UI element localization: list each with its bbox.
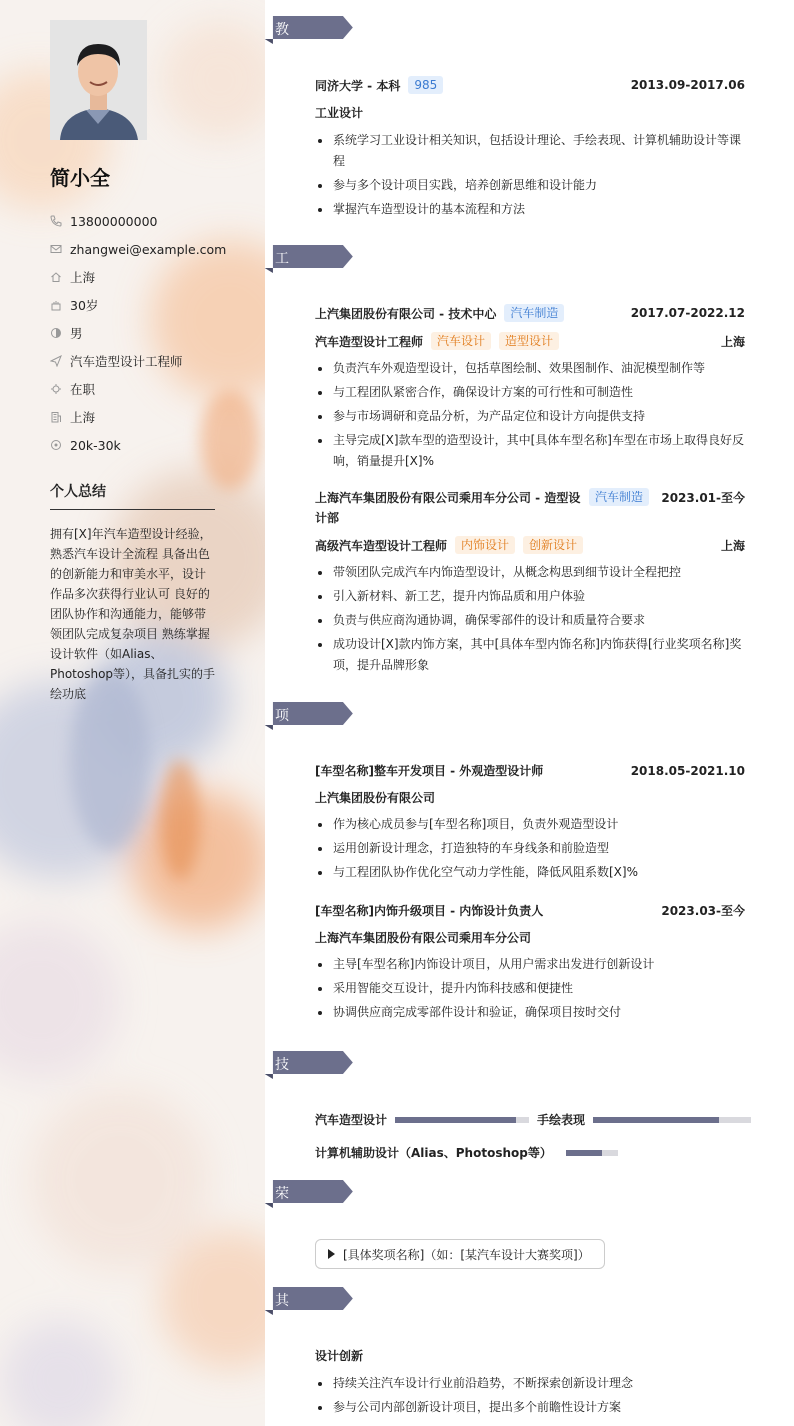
list-item: 参与市场调研和竞品分析，为产品定位和设计方向提供支持 (315, 406, 745, 427)
role-tag: 造型设计 (499, 332, 559, 350)
salary-text: 20k-30k (70, 437, 121, 453)
role-tag: 内饰设计 (455, 536, 515, 554)
list-item: 运用创新设计理念，打造独特的车身线条和前脸造型 (315, 838, 745, 859)
school-tag: 985 (408, 76, 443, 94)
list-item: 采用智能交互设计，提升内饰科技感和便捷性 (315, 978, 745, 999)
info-position (50, 347, 218, 375)
info-city (50, 263, 218, 291)
section-title-education: 教育经历 (275, 22, 290, 122)
skill-item (537, 1111, 751, 1128)
awards-list (315, 1239, 745, 1269)
info-salary (50, 431, 218, 459)
project-org: 上汽集团股份有限公司 (315, 791, 436, 805)
list-item: 作为核心成员参与[车型名称]项目，负责外观造型设计 (315, 814, 745, 835)
avatar (50, 20, 147, 140)
project-name: [车型名称]内饰升级项目 - 内饰设计负责人 (315, 904, 544, 918)
skill-item (315, 1144, 755, 1161)
section-title-other: 其他信息 (275, 1293, 290, 1393)
list-item: 系统学习工业设计相关知识，包括设计理论、手绘表现、计算机辅助设计等课程 (315, 130, 745, 172)
list-item: 掌握汽车造型设计的基本流程和方法 (315, 199, 745, 220)
summary-title: 个人总结 (50, 481, 215, 510)
work-city-text: 上海 (70, 410, 96, 425)
section-title-work: 工作经历 (275, 251, 290, 351)
main-content (265, 0, 794, 1426)
skill-name: 计算机辅助设计（Alias、Photoshop等） (315, 1146, 552, 1160)
role-tag: 汽车设计 (431, 332, 491, 350)
industry-tag: 汽车制造 (504, 304, 564, 322)
skill-bar-fill (566, 1150, 602, 1156)
list-item: 参与公司内部创新设计项目，提出多个前瞻性设计方案 (315, 1397, 745, 1418)
list-item: 成功设计[X]款内饰方案，其中[具体车型内饰名称]内饰获得[行业奖项名称]奖项，提升品牌形象 (315, 634, 745, 676)
work-entry-2 (315, 488, 745, 679)
info-email (50, 235, 227, 263)
skill-bar-fill (395, 1117, 516, 1123)
skill-bar (593, 1117, 751, 1123)
info-gender (50, 319, 218, 347)
info-age (50, 291, 218, 319)
list-item: 负责与供应商沟通协调，确保零部件的设计和质量符合要求 (315, 610, 745, 631)
skill-bar (566, 1150, 618, 1156)
send-icon (50, 355, 62, 367)
skill-name: 汽车造型设计 (315, 1113, 388, 1127)
skill-bar-fill (593, 1117, 719, 1123)
work-date: 2023.01-至今 (661, 491, 745, 505)
project-org: 上海汽车集团股份有限公司乘用车分公司 (315, 931, 532, 945)
list-item: 持续关注汽车设计行业前沿趋势，不断探索创新设计理念 (315, 1373, 745, 1394)
list-item: 与工程团队协作优化空气动力学性能，降低风阻系数[X]% (315, 862, 745, 883)
company-name: 上海汽车集团股份有限公司乘用车分公司 - 造型设计部 (315, 491, 581, 525)
role-title: 汽车造型设计工程师 (315, 334, 424, 349)
project-header (315, 762, 745, 779)
section-title-awards: 荣誉奖项 (275, 1186, 290, 1286)
building-icon (50, 411, 62, 423)
info-work-city (50, 403, 218, 431)
other-title: 设计创新 (315, 1349, 364, 1363)
sidebar (0, 0, 265, 1426)
home-icon (50, 271, 62, 283)
education-entry (315, 76, 745, 223)
list-item: 与工程团队紧密合作，确保设计方案的可行性和可制造性 (315, 382, 745, 403)
list-item: 参与多个设计项目实践，培养创新思维和设计能力 (315, 175, 745, 196)
award-item[interactable] (315, 1239, 605, 1269)
gender-icon (50, 327, 62, 339)
work-bullets (315, 358, 745, 472)
project-entry-1 (315, 762, 745, 886)
role-row (315, 332, 745, 350)
gender-text: 男 (70, 326, 83, 341)
skills-list (315, 1111, 755, 1161)
role-title: 高级汽车造型设计工程师 (315, 538, 448, 553)
industry-tag: 汽车制造 (589, 488, 649, 506)
work-header (315, 304, 745, 322)
education-date: 2013.09-2017.06 (630, 78, 745, 92)
project-date: 2018.05-2021.10 (630, 763, 745, 778)
project-entry-2 (315, 902, 745, 1026)
list-item: 负责汽车外观造型设计，包括草图绘制、效果图制作、油泥模型制作等 (315, 358, 745, 379)
list-item: 协调供应商完成零部件设计和验证，确保项目按时交付 (315, 1002, 745, 1023)
expand-triangle-icon (328, 1249, 335, 1259)
status-text: 在职 (70, 382, 96, 397)
education-header (315, 76, 745, 94)
award-text: [具体奖项名称]（如：[某汽车设计大赛奖项]） (343, 1247, 590, 1262)
other-bullets (315, 1373, 745, 1418)
summary-text: 拥有[X]年汽车造型设计经验，熟悉汽车设计全流程 具备出色的创新能力和审美水平，设计作品多次获得行业认可 良好的团队协作和沟通能力，能够带领团队完成复杂项目 熟练掌握设计软件（如Alias、Photoshop等），具备扎实的手绘功底 (50, 527, 216, 701)
candidate-name: 简小全 (50, 166, 110, 190)
work-date: 2017.07-2022.12 (630, 306, 745, 320)
role-tag: 创新设计 (523, 536, 583, 554)
major: 工业设计 (315, 106, 364, 120)
section-title-project: 项目经历 (275, 708, 290, 808)
project-name: [车型名称]整车开发项目 - 外观造型设计师 (315, 764, 544, 778)
project-header (315, 902, 745, 919)
info-status (50, 375, 218, 403)
work-location: 上海 (720, 538, 745, 553)
project-bullets (315, 954, 745, 1023)
city-text: 上海 (70, 270, 96, 285)
salary-icon (50, 439, 62, 451)
phone-icon (50, 215, 62, 227)
skill-bar (395, 1117, 529, 1123)
phone-text: 13800000000 (70, 213, 158, 229)
age-text: 30岁 (70, 298, 99, 313)
list-item: 引入新材料、新工艺，提升内饰品质和用户体验 (315, 586, 745, 607)
other-entry (315, 1347, 745, 1421)
education-bullets (315, 130, 745, 220)
skill-name: 手绘表现 (537, 1113, 586, 1127)
email-text: zhangwei@example.com (70, 241, 227, 257)
list-item: 主导完成[X]款车型的造型设计，其中[具体车型名称]车型在市场上取得良好反响，销量提升[X]% (315, 430, 745, 472)
mail-icon (50, 243, 62, 255)
work-entry-1 (315, 304, 745, 475)
skill-item (315, 1111, 529, 1128)
age-icon (50, 299, 62, 311)
status-icon (50, 383, 62, 395)
list-item: 主导[车型名称]内饰设计项目，从用户需求出发进行创新设计 (315, 954, 745, 975)
section-title-skills: 技能专长 (275, 1057, 290, 1157)
list-item: 带领团队完成汽车内饰造型设计，从概念构思到细节设计全程把控 (315, 562, 745, 583)
info-phone (50, 207, 218, 235)
work-bullets (315, 562, 745, 676)
school-name: 同济大学 - 本科 (315, 78, 401, 93)
contact-info (50, 207, 227, 459)
company-name: 上汽集团股份有限公司 - 技术中心 (315, 306, 497, 321)
position-text: 汽车造型设计工程师 (70, 354, 183, 369)
work-location: 上海 (720, 334, 745, 349)
work-header (315, 488, 745, 528)
project-bullets (315, 814, 745, 883)
role-row (315, 536, 745, 554)
project-date: 2023.03-至今 (661, 904, 745, 918)
